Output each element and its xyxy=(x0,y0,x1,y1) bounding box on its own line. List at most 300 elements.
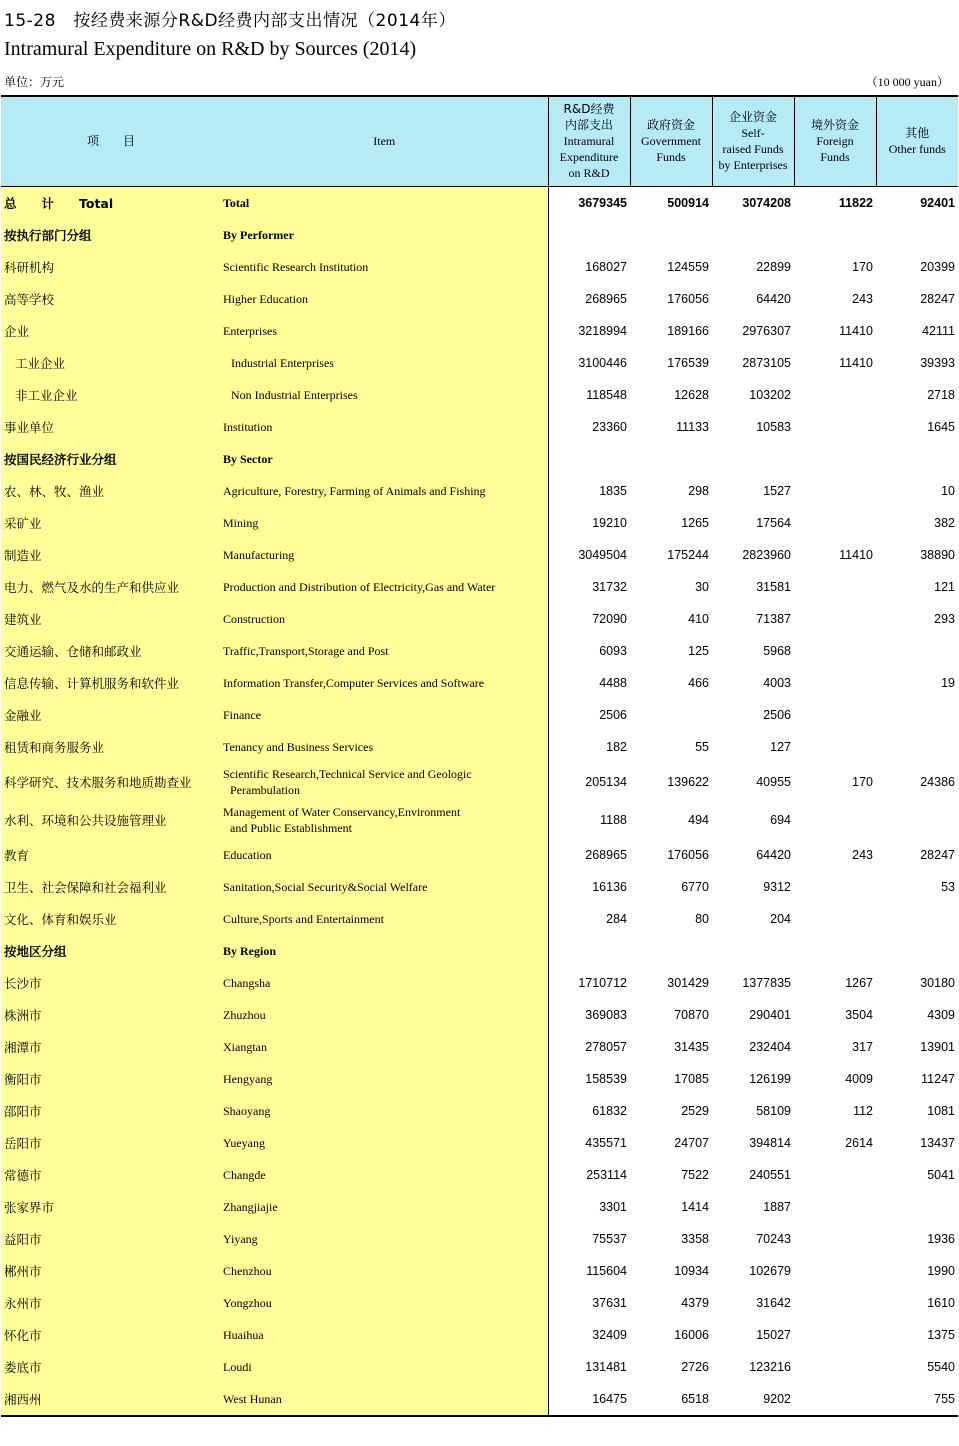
government-funds-cell: 16006 xyxy=(630,1319,712,1351)
row-label-english xyxy=(221,1031,548,1063)
table-row xyxy=(1,1319,958,1351)
foreign-funds-cell xyxy=(794,903,876,935)
intramural-expenditure-cell: 268965 xyxy=(548,839,630,871)
row-label-chinese: 采矿业 xyxy=(1,507,221,539)
table-row xyxy=(1,603,958,635)
foreign-funds-cell xyxy=(794,475,876,507)
row-label-english-line1: Institution xyxy=(223,419,273,434)
row-label-english xyxy=(221,1383,548,1416)
intramural-expenditure-cell: 3679345 xyxy=(548,186,630,219)
foreign-funds-cell: 4009 xyxy=(794,1063,876,1095)
table-row xyxy=(1,219,958,251)
row-label-english-line1: Scientific Research Institution xyxy=(223,259,369,274)
foreign-funds-cell xyxy=(794,411,876,443)
self-raised-funds-cell: 204 xyxy=(712,903,794,935)
intramural-expenditure-cell: 3301 xyxy=(548,1191,630,1223)
row-label-english xyxy=(221,967,548,999)
self-raised-funds-cell: 9312 xyxy=(712,871,794,903)
foreign-funds-cell xyxy=(794,1255,876,1287)
government-funds-cell: 176056 xyxy=(630,839,712,871)
other-funds-cell xyxy=(876,443,958,475)
row-label-chinese: 按执行部门分组 xyxy=(1,219,221,251)
row-label-english xyxy=(221,507,548,539)
table-row xyxy=(1,315,958,347)
header-col1-line4: Expenditure xyxy=(559,150,619,165)
row-label-english-line1: Mining xyxy=(223,515,259,530)
unit-label-english: （10 000 yuan） xyxy=(865,75,949,89)
government-funds-cell: 17085 xyxy=(630,1063,712,1095)
foreign-funds-cell xyxy=(794,571,876,603)
government-funds-cell: 1265 xyxy=(630,507,712,539)
row-label-chinese: 常德市 xyxy=(1,1159,221,1191)
header-col4-line3: Funds xyxy=(820,150,850,165)
government-funds-cell: 124559 xyxy=(630,251,712,283)
row-label-english xyxy=(221,411,548,443)
row-label-chinese: 非工业企业 xyxy=(1,379,221,411)
intramural-expenditure-cell: 278057 xyxy=(548,1031,630,1063)
table-row xyxy=(1,731,958,763)
row-label-english-line1: Loudi xyxy=(223,1359,252,1374)
government-funds-cell: 125 xyxy=(630,635,712,667)
government-funds-cell: 30 xyxy=(630,571,712,603)
government-funds-cell: 2726 xyxy=(630,1351,712,1383)
government-funds-cell: 2529 xyxy=(630,1095,712,1127)
government-funds-cell xyxy=(630,443,712,475)
self-raised-funds-cell: 1887 xyxy=(712,1191,794,1223)
table-row xyxy=(1,186,958,219)
other-funds-cell xyxy=(876,801,958,839)
government-funds-cell: 189166 xyxy=(630,315,712,347)
intramural-expenditure-cell: 131481 xyxy=(548,1351,630,1383)
header-col3-line3: raised Funds xyxy=(722,142,784,157)
row-label-chinese: 科研机构 xyxy=(1,251,221,283)
foreign-funds-cell: 11410 xyxy=(794,315,876,347)
other-funds-cell: 5041 xyxy=(876,1159,958,1191)
row-label-english-line1: Education xyxy=(223,847,272,862)
foreign-funds-cell xyxy=(794,1351,876,1383)
row-label-chinese: 湘潭市 xyxy=(1,1031,221,1063)
table-row xyxy=(1,475,958,507)
row-label-chinese: 永州市 xyxy=(1,1287,221,1319)
table-row xyxy=(1,967,958,999)
table-row xyxy=(1,763,958,801)
row-label-english-line1: By Region xyxy=(223,943,277,958)
other-funds-cell: 28247 xyxy=(876,283,958,315)
header-col1-line3: Intramural xyxy=(563,134,615,149)
table-row xyxy=(1,571,958,603)
table-row xyxy=(1,699,958,731)
header-foreign-funds xyxy=(794,96,876,186)
foreign-funds-cell xyxy=(794,1383,876,1416)
row-label-english xyxy=(221,347,548,379)
other-funds-cell xyxy=(876,699,958,731)
row-label-english xyxy=(221,903,548,935)
foreign-funds-cell xyxy=(794,935,876,967)
government-funds-cell xyxy=(630,935,712,967)
foreign-funds-cell: 11410 xyxy=(794,347,876,379)
intramural-expenditure-cell: 369083 xyxy=(548,999,630,1031)
row-label-english xyxy=(221,571,548,603)
table-row xyxy=(1,443,958,475)
government-funds-cell: 176056 xyxy=(630,283,712,315)
row-label-english-line1: Chenzhou xyxy=(223,1263,272,1278)
row-label-english-line1: Yiyang xyxy=(223,1231,258,1246)
other-funds-cell: 10 xyxy=(876,475,958,507)
foreign-funds-cell: 112 xyxy=(794,1095,876,1127)
intramural-expenditure-cell xyxy=(548,219,630,251)
foreign-funds-cell xyxy=(794,871,876,903)
self-raised-funds-cell: 3074208 xyxy=(712,186,794,219)
row-label-chinese: 租赁和商务服务业 xyxy=(1,731,221,763)
intramural-expenditure-cell: 23360 xyxy=(548,411,630,443)
table-row xyxy=(1,635,958,667)
row-label-chinese: 高等学校 xyxy=(1,283,221,315)
government-funds-cell: 139622 xyxy=(630,763,712,801)
header-col5-line1: 其他 xyxy=(905,126,930,141)
other-funds-cell: 4309 xyxy=(876,999,958,1031)
table-row xyxy=(1,1095,958,1127)
row-label-chinese: 信息传输、计算机服务和软件业 xyxy=(1,667,221,699)
table-row xyxy=(1,935,958,967)
row-label-english-line1: Huaihua xyxy=(223,1327,264,1342)
self-raised-funds-cell: 17564 xyxy=(712,507,794,539)
other-funds-cell: 92401 xyxy=(876,186,958,219)
other-funds-cell: 38890 xyxy=(876,539,958,571)
row-label-english-line1: Non Industrial Enterprises xyxy=(231,387,358,402)
table-body xyxy=(1,186,958,1416)
row-label-english xyxy=(221,871,548,903)
row-label-chinese: 文化、体育和娱乐业 xyxy=(1,903,221,935)
header-col1-line2: 内部支出 xyxy=(564,118,613,133)
row-label-english-line1: Higher Education xyxy=(223,291,308,306)
table-row xyxy=(1,801,958,839)
other-funds-cell: 293 xyxy=(876,603,958,635)
self-raised-funds-cell: 123216 xyxy=(712,1351,794,1383)
header-item-chinese: 项 目 xyxy=(1,96,221,186)
foreign-funds-cell xyxy=(794,1287,876,1319)
government-funds-cell: 6770 xyxy=(630,871,712,903)
government-funds-cell: 1414 xyxy=(630,1191,712,1223)
foreign-funds-cell: 243 xyxy=(794,839,876,871)
self-raised-funds-cell: 15027 xyxy=(712,1319,794,1351)
self-raised-funds-cell: 31581 xyxy=(712,571,794,603)
row-label-english-line1: Shaoyang xyxy=(223,1103,271,1118)
row-label-english-line1: Changsha xyxy=(223,975,271,990)
self-raised-funds-cell: 102679 xyxy=(712,1255,794,1287)
header-col3-line2: Self- xyxy=(741,126,765,141)
intramural-expenditure-cell: 3049504 xyxy=(548,539,630,571)
intramural-expenditure-cell: 284 xyxy=(548,903,630,935)
foreign-funds-cell: 3504 xyxy=(794,999,876,1031)
intramural-expenditure-cell: 1835 xyxy=(548,475,630,507)
row-label-english-line2: and Public Establishment xyxy=(230,820,352,835)
foreign-funds-cell xyxy=(794,443,876,475)
self-raised-funds-cell: 58109 xyxy=(712,1095,794,1127)
government-funds-cell: 7522 xyxy=(630,1159,712,1191)
other-funds-cell xyxy=(876,731,958,763)
table-row xyxy=(1,283,958,315)
other-funds-cell: 19 xyxy=(876,667,958,699)
self-raised-funds-cell: 394814 xyxy=(712,1127,794,1159)
intramural-expenditure-cell: 1710712 xyxy=(548,967,630,999)
row-label-english xyxy=(221,1063,548,1095)
table-row xyxy=(1,507,958,539)
row-label-english xyxy=(221,283,548,315)
row-label-english-line1: Construction xyxy=(223,611,285,626)
header-col4-line1: 境外资金 xyxy=(810,118,859,133)
row-label-english-line1: Scientific Research,Technical Service and Geologic xyxy=(223,766,472,781)
other-funds-cell xyxy=(876,635,958,667)
intramural-expenditure-cell: 31732 xyxy=(548,571,630,603)
government-funds-cell: 298 xyxy=(630,475,712,507)
row-label-english-line1: Yongzhou xyxy=(223,1295,272,1310)
government-funds-cell: 55 xyxy=(630,731,712,763)
other-funds-cell: 28247 xyxy=(876,839,958,871)
table-row xyxy=(1,999,958,1031)
other-funds-cell xyxy=(876,903,958,935)
government-funds-cell: 10934 xyxy=(630,1255,712,1287)
row-label-chinese: 水利、环境和公共设施管理业 xyxy=(1,801,221,839)
row-label-chinese: 交通运输、仓储和邮政业 xyxy=(1,635,221,667)
row-label-english xyxy=(221,1351,548,1383)
foreign-funds-cell: 243 xyxy=(794,283,876,315)
other-funds-cell: 13901 xyxy=(876,1031,958,1063)
government-funds-cell: 301429 xyxy=(630,967,712,999)
table-row xyxy=(1,251,958,283)
government-funds-cell: 3358 xyxy=(630,1223,712,1255)
self-raised-funds-cell xyxy=(712,443,794,475)
row-label-english-line1: Culture,Sports and Entertainment xyxy=(223,911,384,926)
government-funds-cell xyxy=(630,699,712,731)
foreign-funds-cell xyxy=(794,731,876,763)
other-funds-cell: 755 xyxy=(876,1383,958,1416)
row-label-english xyxy=(221,1223,548,1255)
row-label-english-line1: Industrial Enterprises xyxy=(231,355,334,370)
row-label-english-line1: Zhuzhou xyxy=(223,1007,266,1022)
row-label-english-line1: Manufacturing xyxy=(223,547,295,562)
self-raised-funds-cell: 2823960 xyxy=(712,539,794,571)
foreign-funds-cell xyxy=(794,603,876,635)
government-funds-cell: 6518 xyxy=(630,1383,712,1416)
row-label-english xyxy=(221,1127,548,1159)
self-raised-funds-cell: 127 xyxy=(712,731,794,763)
row-label-english xyxy=(221,699,548,731)
intramural-expenditure-cell: 61832 xyxy=(548,1095,630,1127)
row-label-english-line1: Agriculture, Forestry, Farming of Animals and Fishing xyxy=(223,483,486,498)
table-row xyxy=(1,839,958,871)
table-row xyxy=(1,1127,958,1159)
intramural-expenditure-cell: 72090 xyxy=(548,603,630,635)
header-col5-line2: Other funds xyxy=(888,142,946,157)
row-label-english xyxy=(221,219,548,251)
other-funds-cell: 53 xyxy=(876,871,958,903)
foreign-funds-cell: 1267 xyxy=(794,967,876,999)
header-col3-line1: 企业资金 xyxy=(728,110,777,125)
header-row xyxy=(1,96,958,186)
self-raised-funds-cell: 70243 xyxy=(712,1223,794,1255)
self-raised-funds-cell: 40955 xyxy=(712,763,794,801)
row-label-english xyxy=(221,603,548,635)
self-raised-funds-cell: 22899 xyxy=(712,251,794,283)
row-label-english xyxy=(221,1095,548,1127)
other-funds-cell xyxy=(876,1191,958,1223)
intramural-expenditure-cell: 168027 xyxy=(548,251,630,283)
intramural-expenditure-cell: 19210 xyxy=(548,507,630,539)
row-label-chinese: 湘西州 xyxy=(1,1383,221,1416)
row-label-chinese: 科学研究、技术服务和地质勘查业 xyxy=(1,763,221,801)
row-label-english xyxy=(221,839,548,871)
header-government-funds xyxy=(630,96,712,186)
row-label-chinese: 教育 xyxy=(1,839,221,871)
government-funds-cell: 70870 xyxy=(630,999,712,1031)
intramural-expenditure-cell: 37631 xyxy=(548,1287,630,1319)
row-label-english-line1: Changde xyxy=(223,1167,266,1182)
intramural-expenditure-cell: 16136 xyxy=(548,871,630,903)
intramural-expenditure-cell: 6093 xyxy=(548,635,630,667)
government-funds-cell: 11133 xyxy=(630,411,712,443)
row-label-english xyxy=(221,475,548,507)
row-label-english xyxy=(221,935,548,967)
row-label-chinese: 总 计 Total xyxy=(1,186,221,219)
row-label-english-line1: Management of Water Conservancy,Environment xyxy=(223,804,461,819)
row-label-english-line1: West Hunan xyxy=(223,1391,282,1406)
other-funds-cell xyxy=(876,219,958,251)
self-raised-funds-cell: 71387 xyxy=(712,603,794,635)
foreign-funds-cell xyxy=(794,801,876,839)
row-label-english-line1: Total xyxy=(223,195,250,210)
self-raised-funds-cell: 2873105 xyxy=(712,347,794,379)
other-funds-cell: 1645 xyxy=(876,411,958,443)
intramural-expenditure-cell: 253114 xyxy=(548,1159,630,1191)
intramural-expenditure-cell: 3218994 xyxy=(548,315,630,347)
self-raised-funds-cell: 126199 xyxy=(712,1063,794,1095)
government-funds-cell xyxy=(630,219,712,251)
row-label-english xyxy=(221,1191,548,1223)
table-row xyxy=(1,1159,958,1191)
row-label-english xyxy=(221,1287,548,1319)
header-col1-line5: on R&D xyxy=(568,166,610,181)
row-label-english-line1: By Performer xyxy=(223,227,294,242)
other-funds-cell: 11247 xyxy=(876,1063,958,1095)
header-self-raised-funds xyxy=(712,96,794,186)
government-funds-cell: 176539 xyxy=(630,347,712,379)
row-label-english xyxy=(221,635,548,667)
foreign-funds-cell: 2614 xyxy=(794,1127,876,1159)
header-col4-line2: Foreign xyxy=(816,134,854,149)
header-intramural-expenditure xyxy=(548,96,630,186)
self-raised-funds-cell xyxy=(712,935,794,967)
other-funds-cell: 5540 xyxy=(876,1351,958,1383)
row-label-english xyxy=(221,731,548,763)
foreign-funds-cell xyxy=(794,1319,876,1351)
government-funds-cell: 12628 xyxy=(630,379,712,411)
table-row xyxy=(1,1191,958,1223)
self-raised-funds-cell: 64420 xyxy=(712,283,794,315)
intramural-expenditure-cell: 3100446 xyxy=(548,347,630,379)
row-label-english xyxy=(221,315,548,347)
foreign-funds-cell xyxy=(794,667,876,699)
row-label-chinese: 娄底市 xyxy=(1,1351,221,1383)
row-label-chinese: 农、林、牧、渔业 xyxy=(1,475,221,507)
row-label-chinese: 衡阳市 xyxy=(1,1063,221,1095)
foreign-funds-cell xyxy=(794,219,876,251)
row-label-chinese: 怀化市 xyxy=(1,1319,221,1351)
other-funds-cell: 1081 xyxy=(876,1095,958,1127)
unit-label-chinese: 单位：万元 xyxy=(4,75,65,89)
table-row xyxy=(1,1351,958,1383)
row-label-english-line1: By Sector xyxy=(223,451,273,466)
intramural-expenditure-cell xyxy=(548,443,630,475)
table-row xyxy=(1,1287,958,1319)
intramural-expenditure-cell: 32409 xyxy=(548,1319,630,1351)
row-label-english xyxy=(221,186,548,219)
table-row xyxy=(1,1063,958,1095)
self-raised-funds-cell: 232404 xyxy=(712,1031,794,1063)
header-other-funds xyxy=(876,96,958,186)
row-label-chinese: 金融业 xyxy=(1,699,221,731)
table-row xyxy=(1,379,958,411)
self-raised-funds-cell: 103202 xyxy=(712,379,794,411)
self-raised-funds-cell: 9202 xyxy=(712,1383,794,1416)
table-row xyxy=(1,411,958,443)
table-title-english: Intramural Expenditure on R&D by Sources (2014) xyxy=(4,38,417,60)
foreign-funds-cell xyxy=(794,1159,876,1191)
row-label-english-line1: Hengyang xyxy=(223,1071,273,1086)
government-funds-cell: 24707 xyxy=(630,1127,712,1159)
table-title-chinese: 15-28 按经费来源分R&D经费内部支出情况（2014年） xyxy=(4,11,456,31)
self-raised-funds-cell: 694 xyxy=(712,801,794,839)
row-label-chinese: 按地区分组 xyxy=(1,935,221,967)
other-funds-cell: 1936 xyxy=(876,1223,958,1255)
foreign-funds-cell: 11822 xyxy=(794,186,876,219)
foreign-funds-cell: 317 xyxy=(794,1031,876,1063)
row-label-english-line1: Production and Distribution of Electricity,Gas and Water xyxy=(223,579,496,594)
government-funds-cell: 175244 xyxy=(630,539,712,571)
table-row xyxy=(1,871,958,903)
self-raised-funds-cell: 31642 xyxy=(712,1287,794,1319)
intramural-expenditure-cell: 182 xyxy=(548,731,630,763)
row-label-chinese: 建筑业 xyxy=(1,603,221,635)
header-col1-line1: R&D经费 xyxy=(563,102,615,117)
table-row xyxy=(1,347,958,379)
header-item-english: Item xyxy=(221,96,548,186)
other-funds-cell: 39393 xyxy=(876,347,958,379)
other-funds-cell: 42111 xyxy=(876,315,958,347)
self-raised-funds-cell: 5968 xyxy=(712,635,794,667)
government-funds-cell: 410 xyxy=(630,603,712,635)
self-raised-funds-cell: 1527 xyxy=(712,475,794,507)
intramural-expenditure-cell: 118548 xyxy=(548,379,630,411)
self-raised-funds-cell: 4003 xyxy=(712,667,794,699)
header-col3-line4: by Enterprises xyxy=(718,158,788,173)
row-label-english-line1: Zhangjiajie xyxy=(223,1199,278,1214)
government-funds-cell: 4379 xyxy=(630,1287,712,1319)
government-funds-cell: 500914 xyxy=(630,186,712,219)
row-label-chinese: 工业企业 xyxy=(1,347,221,379)
row-label-chinese: 岳阳市 xyxy=(1,1127,221,1159)
row-label-english xyxy=(221,443,548,475)
foreign-funds-cell xyxy=(794,1191,876,1223)
row-label-chinese: 益阳市 xyxy=(1,1223,221,1255)
self-raised-funds-cell: 2506 xyxy=(712,699,794,731)
other-funds-cell: 1990 xyxy=(876,1255,958,1287)
row-label-english-line1: Tenancy and Business Services xyxy=(223,739,374,754)
foreign-funds-cell xyxy=(794,379,876,411)
intramural-expenditure-cell: 158539 xyxy=(548,1063,630,1095)
intramural-expenditure-cell: 205134 xyxy=(548,763,630,801)
intramural-expenditure-cell: 16475 xyxy=(548,1383,630,1416)
intramural-expenditure-cell: 4488 xyxy=(548,667,630,699)
